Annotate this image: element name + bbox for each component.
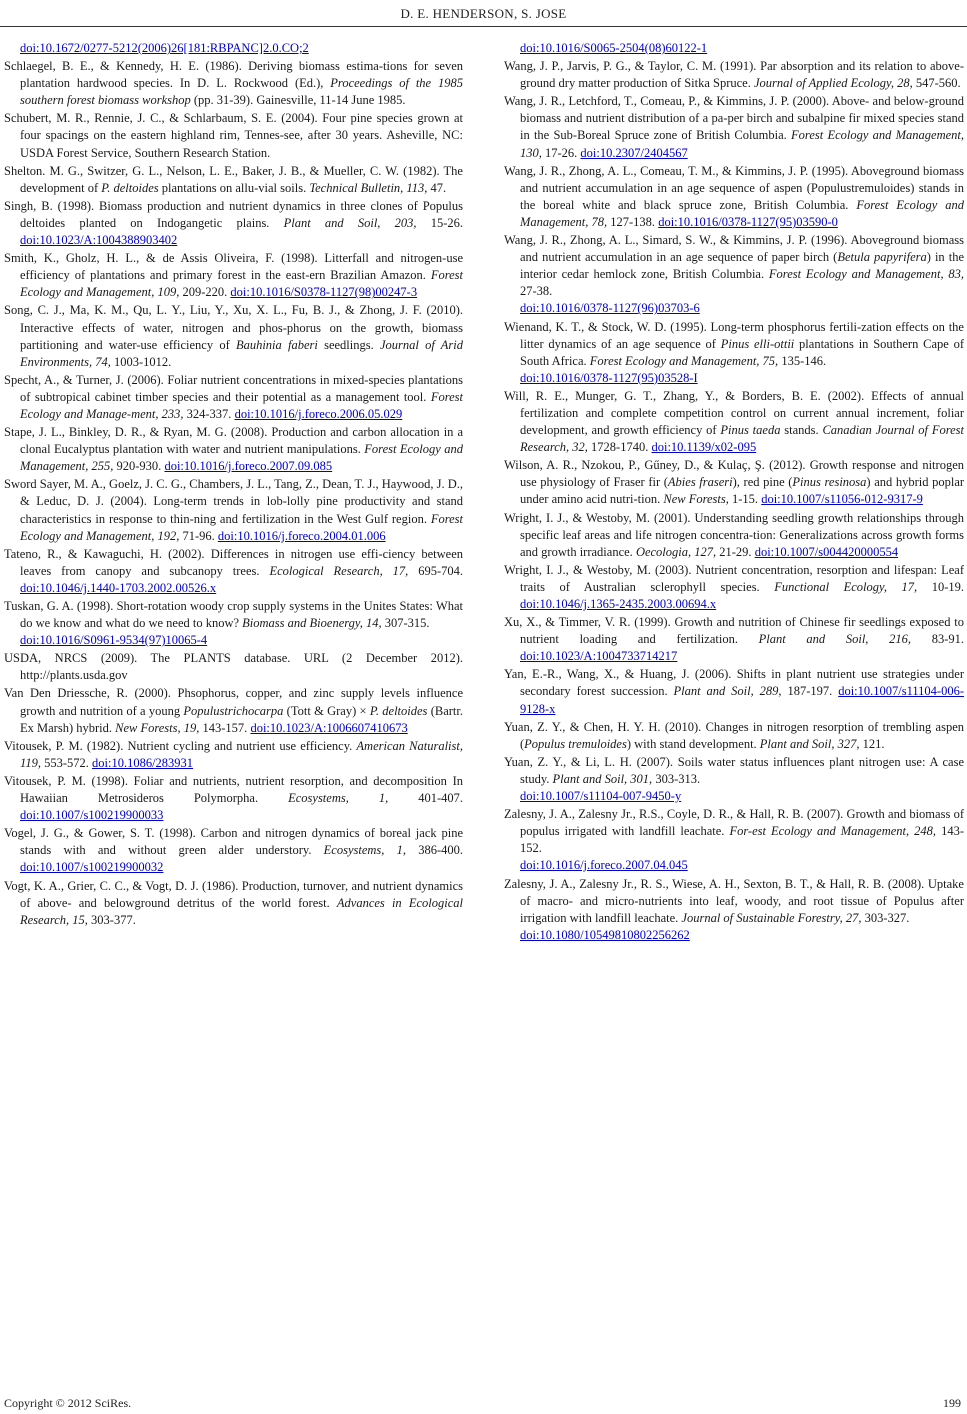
ref-text: 47. [427,180,447,195]
ref-italic: P. deltoides [369,703,428,718]
ref-text: 1728-1740. [587,440,652,455]
ref-italic: Proceedings of the 1985 southern forest biomass workshop [20,76,463,108]
ref-italic: Forest Ecology and Management, 130, [520,128,965,160]
ref-text: 83-91. [911,632,964,647]
ref-text: 547-560. [912,76,961,91]
ref-text: 307-315. [381,616,430,631]
ref-text: 27-38. [520,284,553,299]
ref-text: 127-138. [607,214,659,229]
ref-text: Will, R. E., Munger, G. T., Zhang, Y., & Borders, B. E. (2002). Effects of annual fertilization and complete competition control on current annual increment, foliar development, and growth efficiency of [504,388,964,438]
reference-item [4,738,463,772]
doi-link[interactable]: doi:10.1016/S0065-2504(08)60122-1 [520,41,708,55]
ref-text: 21-29. [716,544,755,559]
ref-text: Wang, J. R., Zhong, A. L., Comeau, T. M., & Kimmins, J. P. (1995). Aboveground biomass and nutrient accumulation in an age sequence of aspen (Populustremuloides) stands in the boreal white and black spruce zone, British Columbia. [504,163,964,212]
ref-text: 386-400. [406,843,464,858]
ref-text: Vitousek, P. M. (1998). Foliar and nutrients, nutrient resorption, and decomposition In Hawaiian Metrosideros Polymorpha. [4,773,463,806]
ref-text: ) with stand development. [626,736,760,751]
reference-item [504,457,964,508]
ref-text: Wang, J. R., Letchford, T., Comeau, P., & Kimmins, J. P. (2000). Above- and below-ground biomass and nutrient distribution of a pa-per birch and subalpine fir mixed species stand in the Sub-Boreal Spruce zone of British Columbia. [504,94,964,143]
ref-text: 143-157. [199,720,251,735]
reference-item [4,40,463,57]
ref-text: 303-327. [861,910,910,925]
ref-text: 121. [859,736,885,751]
ref-italic: Plant and Soil, 301, [552,771,653,786]
doi-link[interactable]: doi:10.1672/0277-5212(2006)26[181:RBPANC]2.0.CO;2 [20,41,309,55]
reference-item [4,878,463,929]
ref-text: Yuan, Z. Y., & Chen, H. Y. H. (2010). Changes in nitrogen resorption of trembling aspen ( [504,719,964,751]
reference-item [4,250,463,301]
doi-link[interactable]: doi:10.1016/S0378-1127(98)00247-3 [230,285,418,300]
ref-italic: Pinus taeda [720,423,781,438]
ref-text: 15-26. [416,215,463,230]
ref-italic: Forest Ecology and Management, 109, [20,268,463,300]
reference-item [4,198,463,249]
ref-text: ), red pine ( [732,475,793,490]
ref-italic: Plant and Soil, 203, [283,215,417,230]
reference-item [4,546,463,597]
ref-italic: Forest Ecology and Management, 78, [520,197,964,229]
ref-text: Yan, E.-R., Wang, X., & Huang, J. (2006). Shifts in plant nutrient use strategies under secondary forest succession. [504,667,964,699]
reference-item [504,232,964,317]
ref-text: 17-26. [541,145,581,160]
ref-text: Van Den Driessche, R. (2000). Phsophorus, copper, and zinc supply levels influence growth and nutrition of a young [4,686,463,718]
ref-italic: Betula papyrifera [837,250,927,265]
doi-link[interactable]: doi:10.1007/s11104-006-9128-x [520,684,965,716]
doi-link[interactable]: doi:10.1086/283931 [92,755,194,770]
ref-text: USDA, NRCS (2009). The PLANTS database. URL (2 December 2012). http://plants.usda.gov [4,651,463,683]
ref-text: ) and hybrid poplar under amino acid nutri-tion. [520,475,965,507]
ref-italic: Oecologia, 127, [635,544,717,559]
reference-item [504,754,964,805]
ref-text: Smith, K., Gholz, H. L., & de Assis Oliveira, F. (1998). Litterfall and nitrogen-use efficiency of plantations and primary forest in the east-ern Brazilian Amazon. [4,251,463,283]
ref-italic: Populustrichocarpa [183,703,284,718]
doi-link[interactable]: doi:10.1016/j.foreco.2007.09.085 [164,459,333,474]
ref-text: Wilson, A. R., Nzokou, P., Gűney, D., & Kulaç, Ş. (2012). Growth response and nitrogen use physiology of Fraser fir ( [504,458,964,490]
doi-link[interactable]: doi:10.1016/0378-1127(95)03528-I [520,370,698,385]
reference-item [4,58,463,109]
reference-item [4,773,463,824]
ref-text: Vitousek, P. M. (1982). Nutrient cycling and nutrient use efficiency. [4,738,357,753]
ref-text: (Bartr. Ex Marsh) hybrid. [20,703,463,735]
reference-item [504,93,964,161]
doi-link[interactable]: doi:10.1023/A:1004388903402 [20,233,178,248]
ref-text: 209-220. [179,285,231,300]
ref-text: Zalesny, J. A., Zalesny Jr., R.S., Coyle, D. R., & Hall, R. B. (2007). Growth and biomass of populus irrigated with landfill leachate. [504,807,964,839]
reference-item [504,719,964,753]
ref-text: Vogel, J. G., & Gower, S. T. (1998). Carbon and nitrogen dynamics of boreal jack pine stands with and without green alder understory. [4,826,463,858]
reference-item [504,614,964,665]
ref-text: Schlaegel, B. E., & Kennedy, H. E. (1986). Deriving biomass estima-tions for seven plantation hardwood species. In D. L. Rockwood (Ed.), [4,59,463,91]
doi-link[interactable]: doi:10.1007/s100219900032 [20,860,164,875]
ref-text: Shelton. M. G., Switzer, G. L., Nelson, L. E., Baker, J. B., & Mueller, C. W. (1982). The development of [4,163,463,195]
copyright-footer: Copyright © 2012 SciRes. [4,1396,132,1410]
ref-text: 1003-1012. [110,354,172,369]
page-number: 199 [943,1396,961,1410]
doi-link[interactable]: doi:10.1023/A:1006607410673 [250,720,408,735]
ref-text: 695-704. [408,563,463,578]
reference-item [504,388,964,456]
ref-text: Schubert, M. R., Rennie, J. C., & Schlarbaum, S. E. (2004). Four pine species grown at four spacings on the eastern highland rim, Tennes-see, after 30 years. Asheville, NC: USDA Forest Service, Southern Research Station. [4,111,463,160]
reference-item [4,372,463,423]
ref-text: Singh, B. (1998). Biomass production and nutrient dynamics in three clones of Populus deltoides planted on Indogangetic plains. [4,198,463,230]
ref-text: 71-96. [179,528,218,543]
ref-text: 135-146. [778,353,827,368]
ref-text: stands. [780,423,823,438]
doi-link[interactable]: doi:10.1007/s004420000554 [754,544,899,559]
doi-link[interactable]: doi:10.1080/10549810802256262 [520,927,690,942]
ref-italic: P. deltoides [101,180,159,195]
ref-text: Yuan, Z. Y., & Li, L. H. (2007). Soils water status influences plant nitrogen use: A case study. [504,754,964,786]
doi-link[interactable]: doi:10.1016/S0961-9534(97)10065-4 [20,633,208,648]
reference-item [4,825,463,876]
ref-text: seedlings. [317,337,380,352]
reference-item [4,302,463,370]
reference-item [504,806,964,874]
doi-link[interactable]: doi:10.1016/0378-1127(95)03590-0 [658,214,838,229]
ref-italic: Forest Ecology and Management, 255, [20,442,463,474]
ref-italic: Plant and Soil, 289, [673,684,782,699]
doi-link[interactable]: doi:10.1007/s100219900033 [20,808,164,823]
doi-link[interactable]: doi:10.1016/0378-1127(96)03703-6 [520,301,700,316]
ref-text: Stape, J. L., Binkley, D. R., & Ryan, M. G. (2008). Production and carbon allocation in a clonal Eucalyptus plantation with water and nutrient manipulations. [4,425,463,457]
ref-text: Tuskan, G. A. (1998). Short-rotation woody crop supply systems in the Unites States: What do we know and what do we need to know? [4,599,463,631]
ref-text: 303-313. [652,771,701,786]
ref-text: 143-152. [520,824,964,856]
ref-italic: Pinus resinosa [792,475,867,490]
reference-item [504,163,964,231]
reference-item [504,562,964,613]
header-rule [0,26,967,27]
ref-italic: Biomass and Bioenergy, 14, [242,616,382,631]
ref-text: 303-377. [87,912,136,927]
ref-text: Zalesny, J. A., Zalesny Jr., R. S., Wiese, A. H., Sexton, B. T., & Hall, R. B. (2008). Uptake of macro- and micro-nutrients into leaf, woody, and root tissue of Populus after irrigation with landfill leachate. [504,876,964,925]
ref-italic: New Forests, [663,492,729,507]
ref-italic: For-est Ecology and Management, 248, [729,824,937,839]
ref-text: 324-337. [183,406,235,421]
ref-text: Wright, I. J., & Westoby, M. (2003). Nutrient concentration, resorption and lifespan: Leaf traits of Australian sclerophyll species. [504,562,964,594]
ref-text: (pp. 31-39). Gainesville, 11-14 June 1985. [190,93,406,108]
ref-text: 920-930. [113,459,165,474]
reference-item [504,40,964,57]
ref-italic: Abies fraseri [667,475,733,490]
ref-italic: Forest Ecology and Manage-ment, 233, [20,389,463,421]
reference-item [4,424,463,475]
ref-italic: Forest Ecology and Management, 75, [589,353,779,368]
ref-text: 553-572. [40,755,92,770]
ref-text: Song, C. J., Ma, K. M., Qu, L. Y., Liu, Y., Xu, X. L., Fu, B. J., & Zhong, J. F. (2010). Interactive effects of water, nitrogen and phos-phorus on the growth, biomass partitioning and water-use efficiency of [4,303,463,352]
running-header: D. E. HENDERSON, S. JOSE [400,6,567,21]
ref-text: Wang, J. R., Zhong, A. L., Simard, S. W., & Kimmins, J. P. (1996). Aboveground biomass and nutrient accumulation in an age sequence of paper birch ( [504,233,964,265]
ref-text: plantations in Southern Cape of South Africa. [520,336,964,368]
ref-text: 401-407. [388,791,464,806]
ref-text: Xu, X., & Timmer, V. R. (1999). Growth and nutrition of Chinese fir seedlings exposed to nutrient loading and fertilization. [504,615,964,647]
ref-text: plantations on allu-vial soils. [158,180,310,195]
doi-link[interactable]: doi:10.1007/s11104-007-9450-y [520,789,682,804]
ref-italic: Journal of Applied Ecology, 28, [753,76,913,91]
doi-link[interactable]: doi:10.1046/j.1440-1703.2002.00526.x [20,580,217,595]
ref-italic: Advances in Ecological Research, 15, [20,895,463,927]
ref-text: Wright, I. J., & Westoby, M. (2001). Understanding seedling growth relationships through specific leaf areas and life nitrogen concentra-tion: Generalizations across growth forms and growth irradiance. [504,510,964,559]
reference-item [4,163,463,197]
ref-italic: Plant and Soil, 216, [758,632,912,647]
ref-text: Wang, J. P., Jarvis, P. G., & Taylor, C. M. (1991). Par absorption and its relation to above-ground dry matter production of Sitka Spruce. [504,59,964,91]
reference-item [4,598,463,649]
ref-text: Sword Sayer, M. A., Goelz, J. C. G., Chambers, J. L., Tang, Z., Dean, T. J., Haywood, J. D., & Leduc, D. J. (2004). Long-term trends in lob-lolly pine productivity and stand characteristics in response to thin-ning and fertilization in the West Gulf region. [4,477,463,526]
doi-link[interactable]: doi:10.1016/j.foreco.2007.04.045 [520,858,688,873]
ref-text: ) in the interior cedar hemlock zone, British Columbia. [520,250,964,282]
ref-text: (Tott & Gray) × [283,703,370,718]
ref-text: Tateno, R., & Kawaguchi, H. (2002). Differences in nitrogen use effi-ciency between leaves from canopy and subcanopy trees. [4,546,463,578]
ref-italic: Ecosystems, 1, [323,843,407,858]
doi-link[interactable]: doi:10.1139/x02-095 [651,440,757,455]
ref-italic: Forest Ecology and Management, 192, [20,511,463,543]
ref-italic: Journal of Arid Environments, 74, [20,337,464,369]
ref-italic: Canadian Journal of Forest Research, 32, [520,423,965,455]
reference-item [504,510,964,561]
ref-italic: New Forests, 19, [115,720,200,735]
ref-italic: Bauhinia faberi [235,337,318,352]
doi-link[interactable]: doi:10.1023/A:1004733714217 [520,649,678,664]
ref-italic: Forest Ecology and Management, 83, [768,267,965,282]
doi-link[interactable]: doi:10.1046/j.1365-2435.2003.00694.x [520,597,717,611]
reference-item [504,666,964,717]
left-column [4,40,463,930]
ref-text: 187-197. [781,684,839,699]
reference-item [4,110,463,161]
ref-text: Wienand, K. T., & Stock, W. D. (1995). Long-term phosphorus fertili-zation effects on the litter dynamics of an age sequence of [504,319,964,351]
right-column [504,40,964,945]
reference-item [504,319,964,387]
ref-italic: Ecological Research, 17, [269,563,409,578]
ref-italic: Plant and Soil, 327, [759,736,860,751]
ref-italic: Ecosystems, 1, [288,791,389,806]
ref-italic: Technical Bulletin, 113, [309,180,428,195]
ref-italic: American Naturalist, 119, [20,738,463,770]
ref-text: Specht, A., & Turner, J. (2006). Foliar nutrient concentrations in mixed-species plantations of subtropical cabinet timber species and their potential as a management tool. [4,372,463,404]
doi-link[interactable]: doi:10.1016/j.foreco.2006.05.029 [234,406,403,421]
reference-item [504,876,964,944]
ref-italic: Journal of Sustainable Forestry, 27, [681,910,862,925]
ref-italic: Populus tremuloides [524,736,627,751]
doi-link[interactable]: doi:10.1007/s11056-012-9317-9 [761,492,923,507]
doi-link[interactable]: doi:10.1016/j.foreco.2004.01.006 [217,528,386,543]
ref-italic: Functional Ecology, 17, [774,579,918,594]
ref-text: Vogt, K. A., Grier, C. C., & Vogt, D. J. (1986). Production, turnover, and nutrient dynamics of above- and belowground detritus of the world forest. [4,878,463,910]
reference-item [4,476,463,544]
ref-text: 10-19. [917,579,964,594]
ref-italic: Pinus elli-ottii [720,336,795,351]
reference-item [4,685,463,736]
reference-item [4,650,463,684]
ref-text: 1-15. [728,492,762,507]
reference-item [504,58,964,92]
doi-link[interactable]: doi:10.2307/2404567 [580,145,688,160]
